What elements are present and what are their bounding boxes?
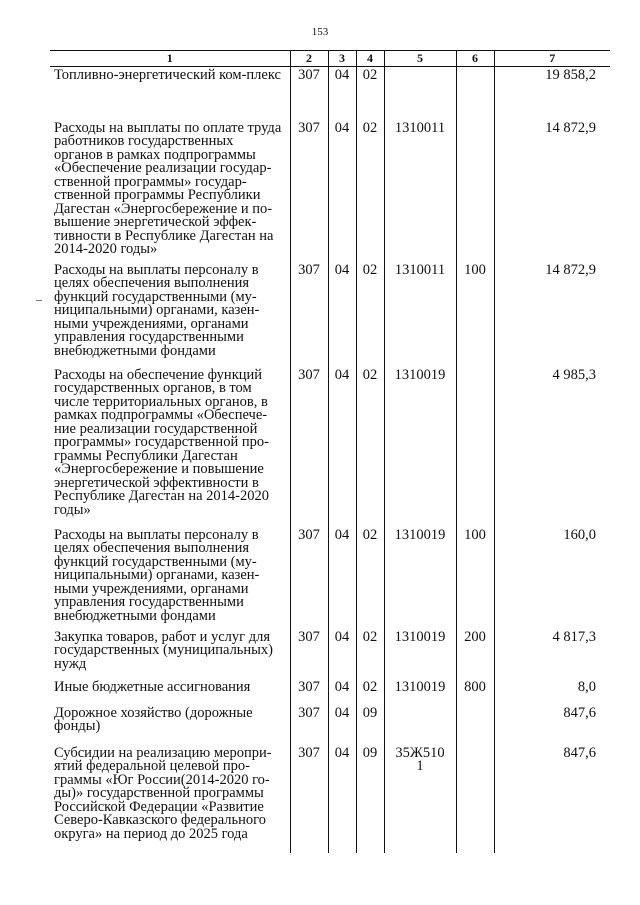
row-target-code [384, 705, 456, 745]
row-ministry-code: 307 [290, 629, 328, 679]
row-target-code: 35Ж5101 [384, 745, 456, 853]
row-ministry-code: 307 [290, 262, 328, 367]
row-expense-type: 100 [456, 527, 494, 629]
row-section-code: 04 [328, 705, 356, 745]
row-target-code: 1310019 [384, 629, 456, 679]
row-name: Топливно-энергетический ком-плекс [54, 67, 281, 83]
row-name: Расходы на выплаты персоналу в целях обеспечения выполнения функций государственными (му-ниципальными) органами, казен-ными учреждениями, органами управления государственными внебюджетными фондами [54, 261, 260, 359]
row-amount: 4 817,3 [494, 629, 610, 679]
row-name: Субсидии на реализацию меропри-ятий федеральной целевой про-граммы «Юг России(2014-2020 го-ды)» государственной программы Российской Федерации «Развитие Северо-Кавказского федерального округа» на период до 2025 года [54, 744, 272, 842]
table-row [50, 367, 610, 527]
row-target-code: 1310019 [384, 679, 456, 705]
row-section-code: 04 [328, 629, 356, 679]
col-header-2: 2 [290, 51, 328, 67]
row-name: Расходы на выплаты персоналу в целях обеспечения выполнения функций государственными (му-ниципальными) органами, казен-ными учреждениями, органами управления государственными внебюджетными фондами [54, 526, 260, 624]
table-row [50, 629, 610, 679]
row-ministry-code: 307 [290, 67, 328, 120]
row-section-code: 04 [328, 262, 356, 367]
row-subsection-code: 02 [356, 629, 384, 679]
row-expense-type [456, 705, 494, 745]
row-expense-type: 100 [456, 262, 494, 367]
table-row [50, 67, 610, 120]
row-name: Закупка товаров, работ и услуг для государственных (муниципальных) нужд [54, 628, 273, 672]
row-subsection-code: 02 [356, 679, 384, 705]
table-row [50, 679, 610, 705]
row-ministry-code: 307 [290, 745, 328, 853]
budget-table [50, 50, 610, 853]
row-subsection-code: 09 [356, 745, 384, 853]
col-header-1: 1 [50, 51, 290, 67]
row-subsection-code: 02 [356, 367, 384, 527]
table-row [50, 745, 610, 853]
row-section-code: 04 [328, 527, 356, 629]
row-subsection-code: 02 [356, 262, 384, 367]
col-header-3: 3 [328, 51, 356, 67]
row-expense-type [456, 745, 494, 853]
row-expense-type: 800 [456, 679, 494, 705]
row-section-code: 04 [328, 120, 356, 262]
row-ministry-code: 307 [290, 120, 328, 262]
row-name: Иные бюджетные ассигнования [54, 678, 251, 695]
row-subsection-code: 02 [356, 527, 384, 629]
row-name: Расходы на обеспечение функций государственных органов, в том числе территориальных органов, в рамках подпрограммы «Обеспече-ние реализации государственной программы» государственной про-граммы Республики Дагестан «Энергосбережение и повышение энергетической эффективности в Республике Дагестан на 2014-2020 годы» [54, 366, 269, 518]
row-section-code: 04 [328, 679, 356, 705]
table-row [50, 527, 610, 629]
row-ministry-code: 307 [290, 527, 328, 629]
margin-mark [36, 300, 42, 301]
row-target-code: 1310011 [384, 120, 456, 262]
row-name: Дорожное хозяйство (дорожные фонды) [54, 704, 253, 734]
row-section-code: 04 [328, 745, 356, 853]
row-amount: 847,6 [494, 705, 610, 745]
row-section-code: 04 [328, 67, 356, 120]
row-amount: 4 985,3 [494, 367, 610, 527]
page-number: 153 [311, 26, 329, 38]
header-row [50, 51, 610, 67]
row-amount: 160,0 [494, 527, 610, 629]
row-target-code: 1310011 [384, 262, 456, 367]
col-header-6: 6 [456, 51, 494, 67]
row-target-code: 1310019 [384, 527, 456, 629]
row-amount: 8,0 [494, 679, 610, 705]
row-name: Расходы на выплаты по оплате труда работников государственных органов в рамках подпрограммы «Обеспечение реализации государ-ственной программы» государ-ственной программы Республики Дагестан «Энергосбережение и по-вышение энергетической эффек-тивности в Республике Дагестан на 2014-2020 годы» [54, 119, 282, 257]
table-row [50, 705, 610, 745]
row-expense-type: 200 [456, 629, 494, 679]
row-ministry-code: 307 [290, 367, 328, 527]
row-amount: 14 872,9 [494, 262, 610, 367]
row-amount: 14 872,9 [494, 120, 610, 262]
row-amount: 19 858,2 [494, 67, 610, 120]
row-expense-type [456, 367, 494, 527]
row-subsection-code: 09 [356, 705, 384, 745]
table-row [50, 262, 610, 367]
table-row [50, 120, 610, 262]
row-expense-type [456, 120, 494, 262]
row-expense-type [456, 67, 494, 120]
col-header-4: 4 [356, 51, 384, 67]
col-header-5: 5 [384, 51, 456, 67]
row-target-code [384, 67, 456, 120]
row-section-code: 04 [328, 367, 356, 527]
row-subsection-code: 02 [356, 120, 384, 262]
col-header-7: 7 [494, 51, 610, 67]
row-ministry-code: 307 [290, 679, 328, 705]
row-ministry-code: 307 [290, 705, 328, 745]
row-amount: 847,6 [494, 745, 610, 853]
row-target-code: 1310019 [384, 367, 456, 527]
row-subsection-code: 02 [356, 67, 384, 120]
